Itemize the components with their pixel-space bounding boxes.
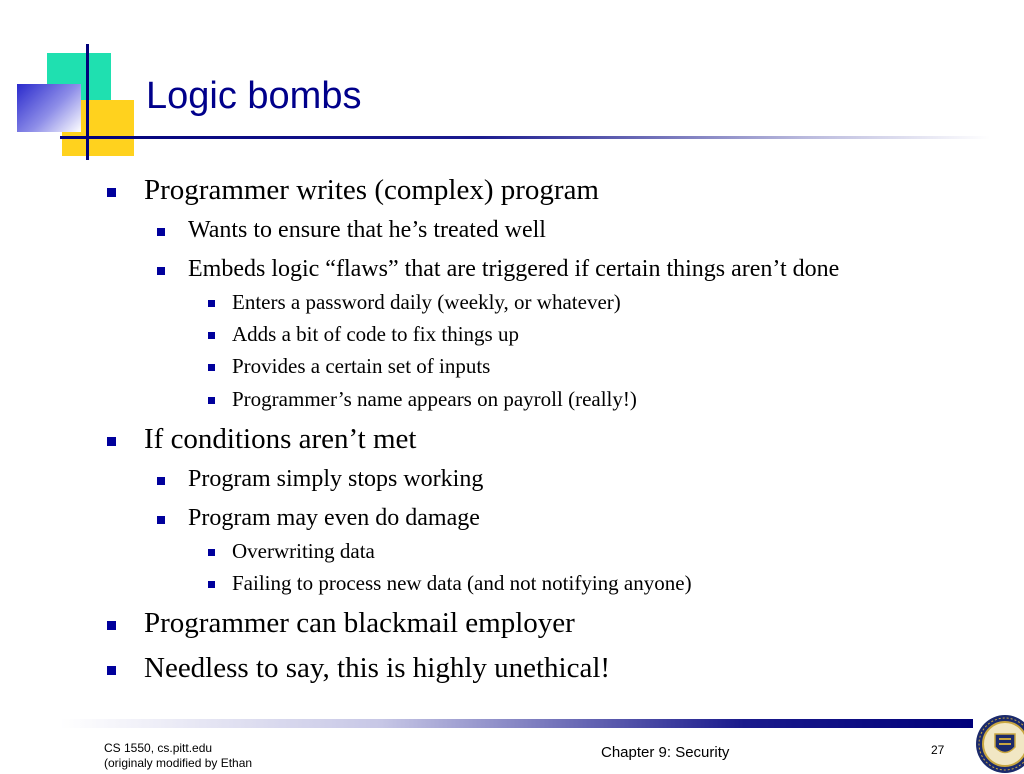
bullet-text: Program may even do damage	[188, 505, 480, 531]
slide-title: Logic bombs	[146, 75, 362, 117]
footer-divider	[60, 719, 973, 728]
bullet-item	[232, 292, 621, 313]
bullet-text: Embeds logic “flaws” that are triggered if certain things aren’t done	[188, 256, 840, 282]
bullet-square-icon	[107, 666, 116, 675]
bullet-square-icon	[208, 549, 215, 556]
bullet-square-icon	[107, 621, 116, 630]
bullet-item	[188, 218, 546, 242]
bullet-square-icon	[208, 364, 215, 371]
bullet-square-icon	[208, 300, 215, 307]
bullet-item	[232, 389, 637, 410]
bullet-square-icon	[208, 332, 215, 339]
bullet-item	[232, 324, 519, 345]
bullet-square-icon	[208, 581, 215, 588]
bullet-square-icon	[157, 477, 165, 485]
bullet-square-icon	[157, 516, 165, 524]
footer-course-line: CS 1550, cs.pitt.edu	[104, 741, 213, 755]
bullet-item	[144, 425, 416, 454]
bullet-item	[188, 467, 483, 491]
decorative-vertical-line	[86, 44, 89, 160]
bullet-item	[188, 257, 839, 281]
bullet-square-icon	[157, 267, 165, 275]
decorative-blue-square	[17, 84, 81, 132]
bullet-square-icon	[107, 437, 116, 446]
bullet-text: Needless to say, this is highly unethical!	[144, 652, 611, 684]
bullet-text: Failing to process new data (and not notifying anyone)	[232, 571, 692, 595]
university-seal-icon	[975, 714, 1024, 774]
slide-number: 27	[931, 743, 945, 757]
bullet-item	[232, 573, 692, 594]
bullet-square-icon	[208, 397, 215, 404]
footer-chapter: Chapter 9: Security	[601, 744, 730, 761]
bullet-text: Programmer’s name appears on payroll (really!)	[232, 387, 637, 411]
title-underline	[60, 136, 990, 139]
bullet-square-icon	[157, 228, 165, 236]
bullet-item	[144, 654, 610, 683]
bullet-text: Program simply stops working	[188, 466, 484, 492]
footer-course-info	[104, 741, 252, 771]
bullet-text: Wants to ensure that he’s treated well	[188, 217, 546, 243]
bullet-item	[144, 609, 575, 638]
bullet-item	[144, 176, 599, 205]
bullet-text: Adds a bit of code to fix things up	[232, 322, 519, 346]
bullet-square-icon	[107, 188, 116, 197]
bullet-text: If conditions aren’t met	[144, 423, 417, 455]
bullet-text: Programmer writes (complex) program	[144, 174, 599, 206]
bullet-text: Overwriting data	[232, 539, 375, 563]
bullet-item	[232, 356, 490, 377]
bullet-text: Provides a certain set of inputs	[232, 354, 491, 378]
bullet-text: Programmer can blackmail employer	[144, 607, 575, 639]
bullet-item	[188, 506, 480, 530]
footer-course-line: (originaly modified by Ethan	[104, 756, 253, 770]
bullet-text: Enters a password daily (weekly, or whatever)	[232, 290, 621, 314]
bullet-item	[232, 541, 375, 562]
